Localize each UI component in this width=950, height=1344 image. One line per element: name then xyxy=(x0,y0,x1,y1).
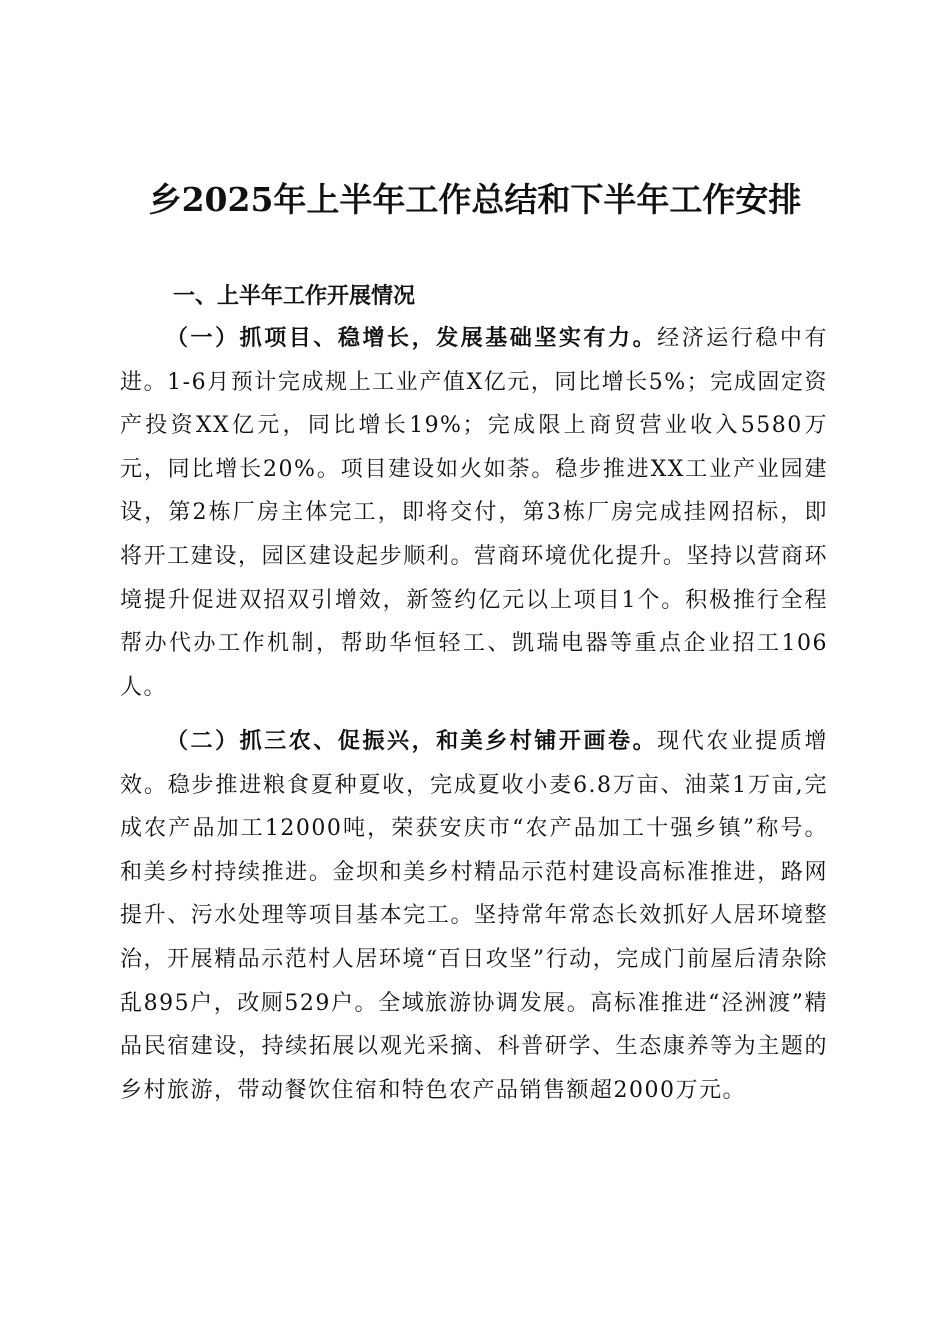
document-title: 乡2025年上半年工作总结和下半年工作安排 xyxy=(148,180,802,219)
paragraph-lead: （二）抓三农、促振兴，和美乡村铺开画卷。 xyxy=(166,728,658,754)
paragraph xyxy=(120,720,828,1112)
paragraph-body: 现代农业提质增效。稳步推进粮食夏种夏收，完成夏收小麦6.8万亩、油菜1万亩,完成农产品加工12000吨，荣获安庆市“农产品加工十强乡镇”称号。和美乡村持续推进。金坝和美乡村精品示范村建设高标准推进，路网提升、污水处理等项目基本完工。坚持常年常态长效抓好人居环境整治，开展精品示范村人居环境“百日攻坚”行动，完成门前屋后清杂除乱895户，改厕529户。全域旅游协调发展。高标准推进“泾洲渡”精品民宿建设，持续拓展以观光采摘、科普研学、生态康养等为主题的乡村旅游，带动餐饮住宿和特色农产品销售额超2000万元。 xyxy=(120,729,828,1103)
paragraph-body: 经济运行稳中有进。1-6月预计完成规上工业产值X亿元，同比增长5%；完成固定资产投资XX亿元，同比增长19%；完成限上商贸营业收入5580万元，同比增长20%。项目建设如火如荼。稳步推进XX工业产业园建设，第2栋厂房主体完工，即将交付，第3栋厂房完成挂网招标，即将开工建设，园区建设起步顺利。营商环境优化提升。坚持以营商环境提升促进双招双引增效，新签约亿元以上项目1个。积极推行全程帮办代办工作机制，帮助华恒轻工、凯瑞电器等重点企业招工106人。 xyxy=(120,326,828,700)
section-heading: 一、上半年工作开展情况 xyxy=(173,284,416,309)
paragraph-lead: （一）抓项目、稳增长，发展基础坚实有力。 xyxy=(166,325,658,351)
paragraph xyxy=(120,317,828,709)
